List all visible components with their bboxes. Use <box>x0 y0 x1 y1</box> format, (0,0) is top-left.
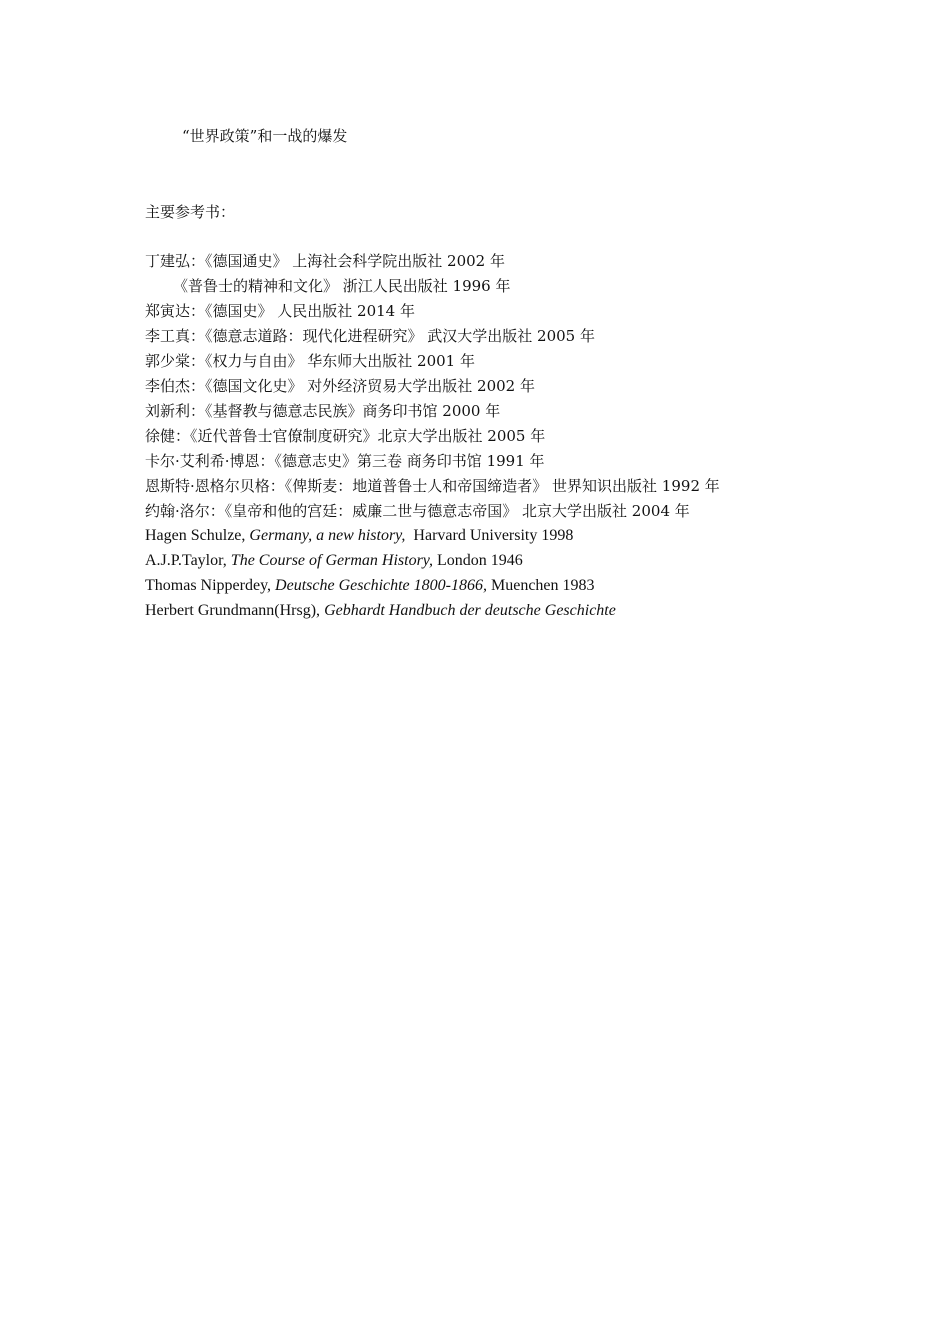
reference-title: The Course of German History, <box>230 552 434 569</box>
reference-item: 刘新利：《基督教与德意志民族》商务印书馆 2000 年 <box>145 402 501 420</box>
reference-publisher: Harvard University 1998 <box>405 527 574 544</box>
references-section-title: 主要参考书： <box>145 203 236 221</box>
reference-title: Deutsche Geschichte 1800-1866, <box>275 577 487 594</box>
reference-publisher: London 1946 <box>433 552 523 569</box>
reference-author: Herbert Grundmann(Hrsg), <box>145 602 325 619</box>
reference-publisher: Muenchen 1983 <box>486 577 595 594</box>
reference-item-en <box>145 576 925 601</box>
reference-item: 李工真：《德意志道路：现代化进程研究》 武汉大学出版社 2005 年 <box>145 327 595 345</box>
reference-item-en <box>145 526 925 551</box>
reference-author: A.J.P.Taylor, <box>145 552 231 569</box>
reference-author: Hagen Schulze, <box>145 527 250 544</box>
reference-item: 卡尔·艾利希·博恩：《德意志史》第三卷 商务印书馆 1991 年 <box>145 452 545 470</box>
reference-list <box>145 251 925 626</box>
reference-item: 丁建弘：《德国通史》 上海社会科学院出版社 2002 年 <box>145 252 505 270</box>
reference-item: 《普鲁士的精神和文化》 浙江人民出版社 1996 年 <box>173 277 511 295</box>
reference-item: 李伯杰：《德国文化史》 对外经济贸易大学出版社 2002 年 <box>145 377 535 395</box>
reference-item: 郭少棠：《权力与自由》 华东师大出版社 2001 年 <box>145 352 475 370</box>
reference-item: 约翰·洛尔：《皇帝和他的宫廷：威廉二世与德意志帝国》 北京大学出版社 2004 年 <box>145 502 690 520</box>
reference-title: Gebhardt Handbuch der deutsche Geschichte <box>324 602 616 619</box>
reference-title: Germany, a new history, <box>249 527 406 544</box>
reference-item: 恩斯特·恩格尔贝格：《俾斯麦：地道普鲁士人和帝国缔造者》 世界知识出版社 1992 年 <box>145 477 720 495</box>
reference-item: 郑寅达：《德国史》 人民出版社 2014 年 <box>145 302 415 320</box>
document-heading: “世界政策”和一战的爆发 <box>182 127 348 145</box>
reference-item: 徐健：《近代普鲁士官僚制度研究》北京大学出版社 2005 年 <box>145 427 546 445</box>
reference-author: Thomas Nipperdey, <box>145 577 276 594</box>
reference-item-en <box>145 551 925 576</box>
reference-item-en <box>145 601 925 626</box>
